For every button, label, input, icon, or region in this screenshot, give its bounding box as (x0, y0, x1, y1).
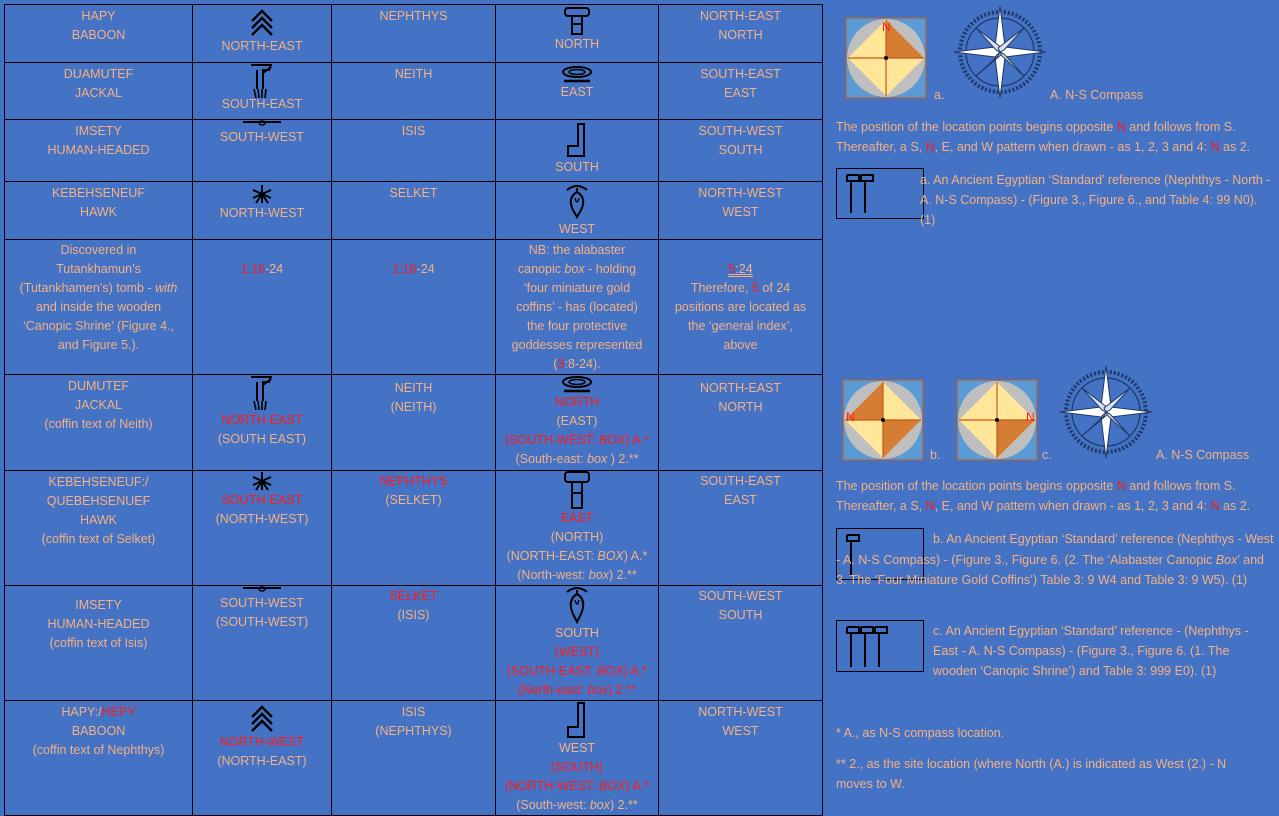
chevron-glyph-icon (247, 7, 277, 37)
box-pre: (SOUTH-WEST: (505, 433, 599, 447)
location-label: SOUTH-WEST (698, 589, 783, 603)
desc-part: and follows from S. (1125, 120, 1236, 134)
desc-part: and follows from S. (1125, 479, 1236, 493)
table-row (5, 120, 823, 182)
text-emphasis: with (155, 281, 178, 295)
site-pre: (South-east: (515, 452, 588, 466)
text-line: ‘Canopic Shrine’ (Figure 4., (23, 319, 174, 333)
text-line: coffins’ - has (located) (516, 300, 638, 314)
glyph-cell (496, 471, 659, 586)
genie-name-alt: HEPY (101, 705, 136, 719)
glyph-cell (496, 63, 659, 120)
throne-glyph-icon (565, 122, 589, 158)
bow-case-glyph-icon (560, 65, 594, 83)
reference-rest: -24 (265, 262, 284, 276)
reference-red: 1:16 (392, 262, 417, 276)
coffin-text: (coffin text of Neith) (44, 417, 153, 431)
text-line: Tutankhamun’s (56, 262, 141, 276)
table-row (5, 586, 823, 701)
table-row (5, 182, 823, 240)
table-row (5, 63, 823, 120)
text-red: 3 (557, 357, 565, 371)
figure-label-b: b. (930, 448, 941, 462)
figure-label-a: a. (934, 88, 945, 102)
compass-n-label: N (846, 410, 855, 424)
genie-name: KEBEHSENEUF:/ (48, 475, 149, 489)
location-cell (659, 586, 823, 701)
compass-caption: A. N-S Compass (1156, 448, 1250, 462)
bar-glyph-icon (242, 586, 282, 594)
scorpion-glyph-icon (564, 586, 590, 624)
box-em: BOX (598, 433, 626, 447)
genie-name: IMSETY (75, 124, 122, 138)
direction-alt: (NORTH-WEST) (215, 512, 309, 526)
location-cardinal: SOUTH (718, 608, 763, 622)
discovery-cell (5, 240, 193, 375)
goddess-name: NEPHTHYS (379, 474, 448, 488)
location-cardinal: WEST (722, 724, 759, 738)
box-location (507, 549, 648, 563)
standard-description-a: a. An Ancient Egyptian ‘Standard’ reference (Nephthys - North - A. N-S Compass) - (Figure 3., Figure 6., and Table 4: 99 N0). (1) (920, 173, 1271, 227)
genie-form: BABOON (71, 28, 126, 42)
glyph-cell (193, 471, 332, 586)
index-rest: :24 (735, 262, 753, 276)
direction-label: SOUTH-EAST (221, 493, 303, 507)
glyph-cell (193, 182, 332, 240)
desc-part: , E, and W pattern when drawn - as 1, 2, 3 and 4: (934, 499, 1211, 513)
box-pre: (NORTH-EAST: (506, 549, 598, 563)
reference-cell (332, 240, 496, 375)
text-line: above (723, 338, 758, 352)
text-line: Discovered in (60, 243, 137, 257)
bundle-glyph-icon (247, 63, 277, 99)
text-line: positions are located as (674, 300, 807, 314)
desc-red: N (925, 140, 935, 154)
genie-cell (5, 701, 193, 816)
goddess-name: NEPHTHYS (379, 9, 448, 23)
direction-label: SOUTH (555, 160, 599, 174)
site-em: box (589, 798, 610, 812)
standard-glyph-icon (837, 621, 923, 671)
text-line: NB: the alabaster (528, 243, 626, 257)
direction-label: EAST (560, 85, 594, 99)
goddess-name: NEITH (394, 381, 433, 395)
goddess-cell (332, 120, 496, 182)
site-em: box (587, 452, 608, 466)
std-b-part: ’ and 3. The ‘Four Miniature Gold Coffins’) Table 3: 9 W4 and Table 3: 9 W5). (1) (836, 552, 1264, 587)
direction-label: WEST (558, 222, 596, 236)
desc-red: N (1116, 479, 1126, 493)
glyph-cell (496, 701, 659, 816)
compass-caption: A. N-S Compass (1050, 88, 1144, 102)
note-cell (496, 240, 659, 375)
site-post: ) 2.** (607, 683, 636, 697)
box-post: ) A.* (625, 433, 649, 447)
goddess-alt: (ISIS) (397, 608, 430, 622)
direction-label: NORTH-EAST (221, 39, 303, 53)
goddess-name: NEITH (394, 67, 433, 81)
text-line: ( (553, 357, 558, 371)
scorpion-glyph-icon (564, 184, 590, 220)
direction-label: NORTH-EAST (221, 413, 303, 427)
pillar-glyph-icon (563, 7, 591, 35)
genie-name: DUMUTEF (67, 379, 130, 393)
compass-description (836, 476, 1276, 516)
box-post: ) A.* (625, 779, 650, 793)
glyph-cell (193, 375, 332, 471)
goddess-alt: (NEPHTHYS) (375, 724, 452, 738)
location-cell (659, 471, 823, 586)
site-location (516, 798, 638, 812)
goddess-cell (332, 586, 496, 701)
desc-part: , E, and W pattern when drawn - as 1, 2, 3 and 4: (934, 140, 1211, 154)
standard-figure-c (836, 620, 924, 672)
genie-cell (5, 471, 193, 586)
index-ref (728, 262, 752, 276)
text-line: ‘four miniature gold (523, 281, 631, 295)
goddess-cell (332, 701, 496, 816)
direction-label: SOUTH-WEST (219, 596, 305, 610)
box-location (505, 779, 649, 793)
genie-name: HAPY:/ (61, 705, 102, 719)
genie-form: BABOON (71, 724, 126, 738)
genie-cell (5, 182, 193, 240)
location-cardinal: EAST (724, 493, 757, 507)
standard-description-c: c. An Ancient Egyptian ‘Standard’ reference - (Nephthys - East - A. N-S Compass) - (Figure 3., Figure 6. (1. The wooden ‘Canopic Shrine’) and Table 3: 999 E0). (1) (933, 624, 1249, 678)
site-post: ) 2.** (608, 568, 637, 582)
glyph-cell (496, 5, 659, 63)
box-em: BOX (597, 549, 624, 563)
text-line: goddesses represented (511, 338, 643, 352)
glyph-cell (193, 5, 332, 63)
genie-cell (5, 120, 193, 182)
box-post: ) A.* (623, 549, 648, 563)
box-em: BOX (597, 664, 624, 678)
direction-alt: (SOUTH-WEST) (215, 615, 309, 629)
direction-alt: (NORTH-EAST) (217, 754, 307, 768)
site-pre: (North-west: (517, 568, 589, 582)
coffin-text: (coffin text of Selket) (41, 532, 156, 546)
glyph-cell (496, 375, 659, 471)
goddess-name: SELKET (389, 589, 438, 603)
desc-part: Thereafter, a S, (836, 140, 926, 154)
index-red: 5 (728, 262, 736, 276)
bundle-glyph-icon (247, 375, 277, 411)
table-row (5, 240, 823, 375)
desc-part: The position of the location points begins opposite (836, 479, 1117, 493)
glyph-cell (496, 182, 659, 240)
std-b-em: Box (1215, 552, 1238, 567)
genie-form: HAWK (79, 205, 118, 219)
goddess-name: ISIS (401, 705, 426, 719)
box-em: BOX (599, 779, 626, 793)
goddess-cell (332, 63, 496, 120)
pillar-glyph-icon (563, 471, 591, 509)
text-line: of 24 (758, 281, 791, 295)
text-line: and Figure 5.). (57, 338, 140, 352)
desc-part: as 2. (1219, 140, 1251, 154)
text-line: :8-24). (564, 357, 601, 371)
text-line: and inside the wooden (35, 300, 162, 314)
text-line: the ‘general index’, (688, 319, 793, 333)
goddess-name: ISIS (401, 124, 426, 138)
text-line: - holding (584, 262, 637, 276)
text-line: (Tutankhamen’s) tomb - (19, 281, 156, 295)
site-location (517, 568, 637, 582)
location-label: NORTH-WEST (698, 705, 783, 719)
location-cardinal: EAST (724, 86, 757, 100)
genie-cell (5, 63, 193, 120)
direction-alt: (WEST) (554, 645, 600, 659)
direction-label: WEST (558, 741, 596, 755)
desc-part: The position of the location points begins opposite (836, 120, 1117, 134)
location-label: NORTH-EAST (699, 381, 782, 395)
glyph-cell (193, 120, 332, 182)
text-red: 5 (751, 281, 759, 295)
standard-description-b (836, 529, 1276, 591)
compass-rose-icon (952, 2, 1048, 102)
canopic-table (4, 4, 823, 816)
coffin-text: (coffin text of Nephthys) (32, 743, 165, 757)
direction-label: SOUTH-EAST (221, 97, 303, 111)
site-em: box (587, 683, 608, 697)
box-location (505, 433, 649, 447)
footnote-b: ** 2., as the site location (where North (A.) is indicated as West (2.) - N moves to W. (836, 757, 1227, 791)
glyph-cell (193, 586, 332, 701)
location-cardinal: SOUTH (718, 143, 763, 157)
box-pre: (NORTH-WEST: (504, 779, 600, 793)
goddess-name: SELKET (389, 186, 438, 200)
direction-label: NORTH (554, 37, 600, 51)
site-location (518, 683, 635, 697)
location-cell (659, 701, 823, 816)
location-label: SOUTH-EAST (700, 474, 781, 488)
table-row (5, 701, 823, 816)
genie-form: HAWK (79, 513, 118, 527)
compass-rose-icon (1058, 362, 1154, 462)
std-b-part: b. An Ancient Egyptian ‘Standard’ reference (Nephthys - West - A. N-S Compass) - (Figure 3., Figure 6. (2. The ‘Alabaster Canopic (836, 532, 1274, 567)
location-label: NORTH-WEST (698, 186, 783, 200)
site-post: ) 2.** (607, 452, 639, 466)
glyph-cell (496, 586, 659, 701)
direction-label: SOUTH-WEST (219, 130, 305, 144)
genie-cell (5, 5, 193, 63)
location-cell (659, 63, 823, 120)
site-em: box (588, 568, 609, 582)
standard-figure-a (836, 168, 924, 219)
location-label: NORTH-EAST (699, 9, 782, 23)
location-label: SOUTH-EAST (700, 67, 781, 81)
goddess-alt: (NEITH) (390, 400, 437, 414)
direction-alt: (NORTH) (550, 530, 604, 544)
direction-label: EAST (560, 511, 594, 525)
star-glyph-icon (251, 184, 273, 204)
site-location (516, 452, 639, 466)
bar-glyph-icon (242, 120, 282, 128)
table-row (5, 5, 823, 63)
desc-red: N (1116, 120, 1126, 134)
desc-part: Thereafter, a S, (836, 499, 926, 513)
location-cardinal: NORTH (718, 400, 763, 414)
location-label: SOUTH-WEST (698, 124, 783, 138)
site-pre: (South-west: (516, 798, 590, 812)
desc-part: as 2. (1219, 499, 1251, 513)
genie-name: HAPY (81, 9, 116, 23)
footnote-a: * A., as N-S compass location. (836, 726, 1005, 740)
chevron-glyph-icon (247, 703, 277, 733)
goddess-cell (332, 182, 496, 240)
glyph-cell (193, 701, 332, 816)
goddess-cell (332, 5, 496, 63)
genie-form: JACKAL (74, 398, 123, 412)
text-line: canopic (517, 262, 565, 276)
direction-label: NORTH-WEST (219, 735, 305, 749)
table-row (5, 375, 823, 471)
site-post: ) 2.** (610, 798, 638, 812)
star-glyph-icon (251, 471, 273, 491)
text-emphasis: box (564, 262, 585, 276)
direction-label: NORTH-WEST (219, 206, 305, 220)
direction-alt: (SOUTH) (550, 760, 604, 774)
location-cell (659, 120, 823, 182)
standard-glyph-icon (837, 169, 923, 218)
reference-cell (193, 240, 332, 375)
compass-description (836, 117, 1276, 157)
genie-form: HUMAN-HEADED (47, 617, 150, 631)
glyph-cell (193, 63, 332, 120)
genie-cell (5, 586, 193, 701)
index-cell (659, 240, 823, 375)
figure-label-c: c. (1042, 448, 1052, 462)
location-cell (659, 5, 823, 63)
genie-name: IMSETY (75, 598, 122, 612)
coffin-text: (coffin text of Isis) (49, 636, 148, 650)
glyph-cell (496, 120, 659, 182)
genie-name-alt: QUEBEHSENUEF (46, 494, 151, 508)
desc-red: N (1210, 140, 1220, 154)
box-pre: (SOUTH-EAST: (506, 664, 598, 678)
genie-name: DUAMUTEF (63, 67, 134, 81)
box-location (507, 664, 647, 678)
location-cardinal: NORTH (718, 28, 763, 42)
throne-glyph-icon (565, 701, 589, 739)
box-post: ) A.* (623, 664, 648, 678)
text-line: the four protective (526, 319, 628, 333)
direction-label: SOUTH (555, 626, 599, 640)
goddess-cell (332, 375, 496, 471)
site-pre: (North-east: (518, 683, 588, 697)
location-cell (659, 182, 823, 240)
desc-red: N (1210, 499, 1220, 513)
direction-alt: (SOUTH EAST) (217, 432, 307, 446)
reference-rest: -24 (416, 262, 435, 276)
bow-case-glyph-icon (560, 375, 594, 393)
genie-name: KEBEHSENEUF (51, 186, 146, 200)
compass-n-label: N (882, 20, 891, 34)
genie-cell (5, 375, 193, 471)
location-cardinal: WEST (722, 205, 759, 219)
goddess-cell (332, 471, 496, 586)
compass-n-label: N (1026, 410, 1035, 424)
direction-alt: (EAST) (556, 414, 598, 428)
reference-red: 1:16 (240, 262, 266, 276)
direction-label: NORTH (554, 395, 600, 409)
text-line: Therefore, (690, 281, 752, 295)
genie-form: HUMAN-HEADED (47, 143, 150, 157)
location-cell (659, 375, 823, 471)
table-row (5, 471, 823, 586)
desc-red: N (925, 499, 935, 513)
goddess-alt: (SELKET) (385, 493, 442, 507)
genie-form: JACKAL (74, 86, 123, 100)
